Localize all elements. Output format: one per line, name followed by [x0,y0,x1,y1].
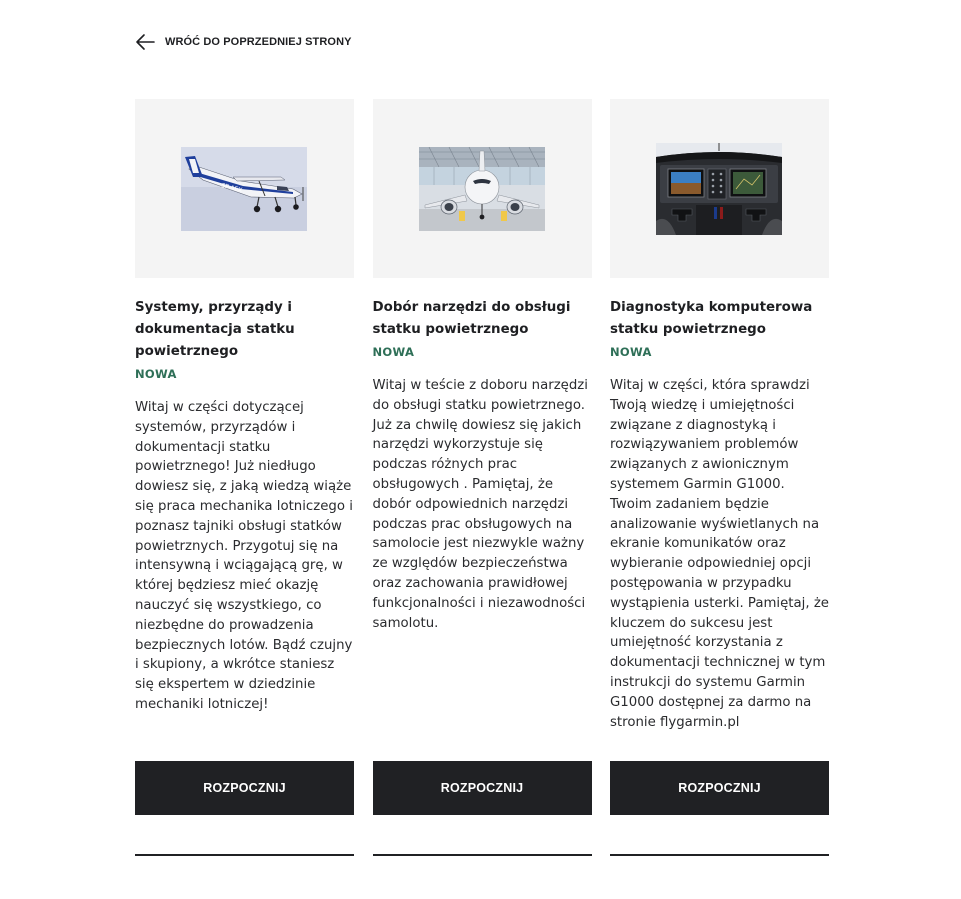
card-divider [135,854,354,856]
card-title: Dobór narzędzi do obsługi statku powietrznego [372,300,571,337]
card-thumbnail [373,99,592,278]
card-description: Witaj w części, która sprawdzi Twoją wiedzę i umiejętności związane z diagnostyką i rozwiązywaniem problemów związanych z awionicznym systemem Garmin G1000. Twoim zadaniem będzie analizowanie wyświetlanych na ekranie komunikatów oraz wybieranie odpowiedniej opcji postępowania w przypadku wystąpienia usterki. Pamiętaj, że kluczem do sukcesu jest umiejętność korzystania z dokumentacji technicznej w tym instrukcji do systemu Garmin G1000 dostępnej za darmo na stronie flygarmin.pl [610,378,829,730]
quiz-card [135,99,354,856]
back-link-label: WRÓĆ DO POPRZEDNIEJ STRONY [165,36,352,48]
quiz-card-list [135,99,829,856]
aircraft-in-hangar-image [419,147,545,231]
svg-text:SP-AEX: SP-AEX [220,182,243,195]
arrow-left-icon [135,33,155,51]
new-badge: NOWA [372,345,415,359]
card-description: Witaj w teście z doboru narzędzi do obsługi statku powietrznego. Już za chwilę dowiesz się jakich narzędzi wykorzystuje się podczas różnych prac obsługowych . Pamiętaj, że dobór odpowiednich narzędzi podczas prac obsługowych na samolocie jest niezwykle ważny ze względów bezpieczeństwa oraz zachowania prawidłowej funkcjonalności i niezawodności samolotu. [372,378,588,631]
card-description: Witaj w części dotyczącej systemów, przyrządów i dokumentacji statku powietrznego! Już niedługo dowiesz się, z jaką wiedzą wiąże się praca mechanika lotniczego i poznasz tajniki obsługi statków powietrznych. Przygotuj się na intensywną i wciągającą grę, w której będziesz mieć okazję nauczyć się wszystkiego, co niezbędne do prowadzenia bezpiecznych lotów. Bądź czujny i skupiony, a wkrótce staniesz się ekspertem w dziedzinie mechaniki lotniczej! [135,400,353,712]
new-badge: NOWA [135,367,177,381]
card-thumbnail [135,99,354,278]
quiz-card [610,99,829,856]
new-badge: NOWA [610,345,652,359]
airplane-in-flight-image [181,147,307,231]
card-divider [610,854,829,856]
card-title: Systemy, przyrządy i dokumentacja statku powietrznego [135,300,295,359]
card-divider [373,854,592,856]
back-link[interactable] [135,33,352,51]
card-thumbnail [610,99,829,278]
card-title: Diagnostyka komputerowa statku powietrznego [610,300,813,337]
start-button[interactable]: ROZPOCZNIJ [135,761,354,815]
start-button[interactable]: ROZPOCZNIJ [373,761,592,815]
start-button[interactable]: ROZPOCZNIJ [610,761,829,815]
cockpit-avionics-image [656,143,782,235]
quiz-card [373,99,592,856]
